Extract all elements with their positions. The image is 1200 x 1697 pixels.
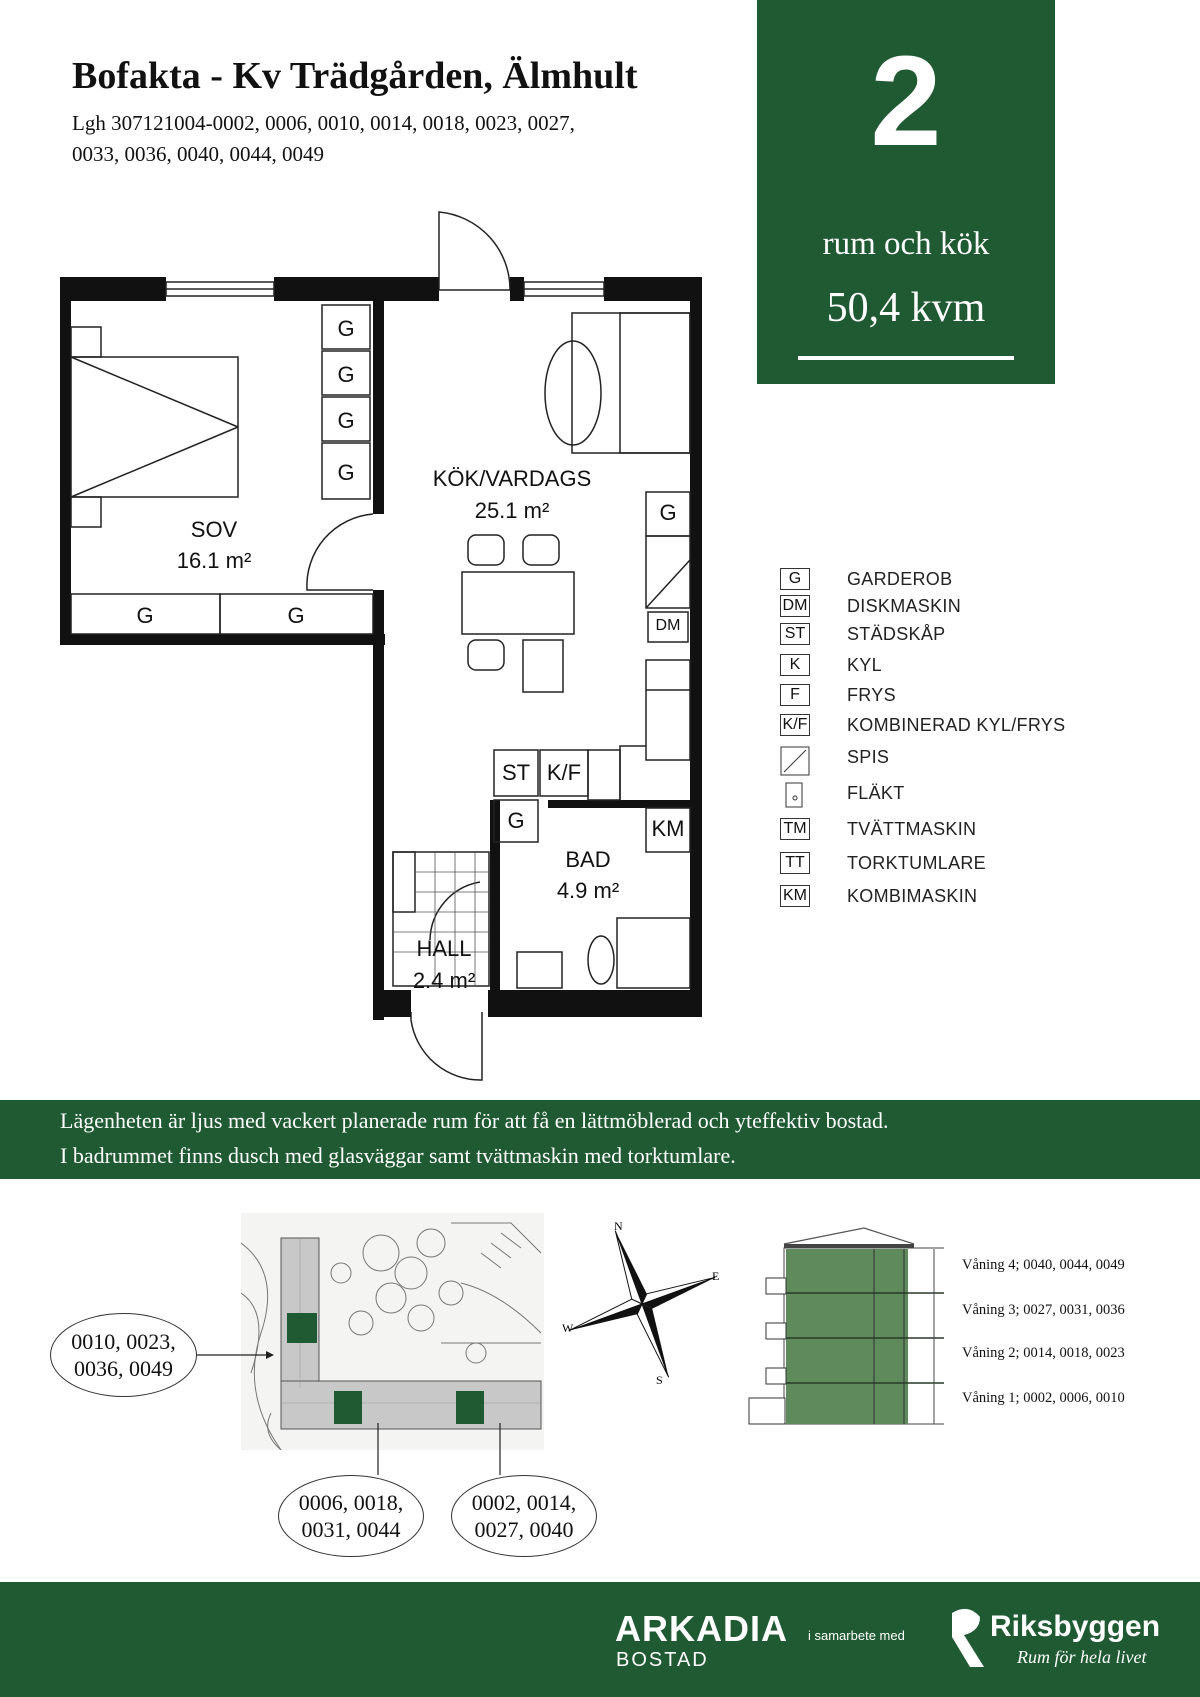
legend-text: KOMBIMASKIN bbox=[847, 886, 978, 906]
wardrobe-label: G bbox=[337, 362, 355, 387]
wardrobe-label: G bbox=[287, 603, 305, 628]
legend-text: KOMBINERAD KYL/FRYS bbox=[847, 715, 1066, 735]
legend-symbol: TT bbox=[780, 852, 810, 874]
legend-row bbox=[780, 684, 1110, 710]
floor-1-label: Våning 1; 0002, 0006, 0010 bbox=[962, 1390, 1125, 1406]
callout-line: 0010, 0023, bbox=[71, 1329, 176, 1354]
apartment-numbers-line-2: 0033, 0036, 0040, 0044, 0049 bbox=[72, 142, 324, 166]
kok-area: 25.1 m² bbox=[474, 498, 550, 523]
floor-plan bbox=[55, 210, 715, 1090]
compass-w: W bbox=[562, 1321, 574, 1335]
legend-text: KYL bbox=[847, 655, 882, 675]
arkadia-logo: ARKADIA bbox=[615, 1608, 788, 1649]
bad-label: BAD bbox=[565, 847, 611, 872]
legend-row bbox=[780, 595, 1110, 621]
riksbyggen-slogan: Rum för hela livet bbox=[1017, 1647, 1147, 1667]
legend-row bbox=[780, 623, 1110, 649]
fan-icon bbox=[780, 782, 808, 802]
legend-text: DISKMASKIN bbox=[847, 596, 962, 616]
kok-label: KÖK/VARDAGS bbox=[432, 466, 592, 491]
rooms-label: rum och kök bbox=[822, 226, 990, 262]
description-line-2: I badrummet finns dusch med glasväggar samt tvättmaskin med torktumlare. bbox=[60, 1143, 736, 1168]
callout-east bbox=[451, 1475, 597, 1557]
callout-line: 0002, 0014, bbox=[471, 1490, 577, 1515]
legend-row bbox=[780, 782, 1110, 808]
building-elevation bbox=[744, 1222, 944, 1428]
wardrobe-label: G bbox=[337, 316, 355, 341]
room-count-badge bbox=[757, 0, 1055, 384]
floor-2-label: Våning 2; 0014, 0018, 0023 bbox=[962, 1345, 1125, 1361]
legend-symbol: ST bbox=[780, 623, 810, 645]
callout-middle bbox=[278, 1475, 424, 1557]
callout-line: 0036, 0049 bbox=[74, 1356, 173, 1381]
room-count: 2 bbox=[870, 30, 942, 173]
legend-text: FLÄKT bbox=[847, 783, 905, 803]
hall-tile-grid bbox=[393, 852, 489, 986]
stove-icon bbox=[780, 746, 808, 766]
callout-line: 0027, 0040 bbox=[474, 1517, 574, 1542]
fridge-freezer-label: K/F bbox=[546, 760, 582, 785]
footer bbox=[0, 1582, 1200, 1697]
legend-symbol: DM bbox=[780, 595, 810, 617]
legend-row bbox=[780, 818, 1110, 844]
compass-s: S bbox=[656, 1373, 663, 1387]
callout-line: 0031, 0044 bbox=[301, 1517, 401, 1542]
legend-row bbox=[780, 568, 1110, 594]
riksbyggen-logo-icon bbox=[950, 1603, 986, 1673]
apartment-numbers bbox=[72, 108, 712, 170]
sov-label: SOV bbox=[190, 517, 238, 542]
badge-rule bbox=[798, 356, 1014, 360]
compass-n: N bbox=[614, 1219, 623, 1233]
legend-row bbox=[780, 714, 1110, 740]
dishwasher-label: DM bbox=[655, 617, 681, 634]
compass-e: E bbox=[712, 1269, 720, 1283]
description-band bbox=[0, 1100, 1200, 1179]
legend-row bbox=[780, 746, 1110, 772]
legend-text: SPIS bbox=[847, 747, 890, 767]
legend-symbol: G bbox=[780, 568, 810, 590]
cleaning-cabinet-label: ST bbox=[501, 760, 531, 785]
description-line-1: Lägenheten är ljus med vackert planerade rum för att få en lättmöblerad och yteffektiv bostad. bbox=[60, 1108, 889, 1133]
wardrobe-label: G bbox=[337, 408, 355, 433]
legend-row bbox=[780, 654, 1110, 680]
site-plan-drawing bbox=[241, 1213, 544, 1450]
legend-symbol: F bbox=[780, 684, 810, 706]
hall-area: 2.4 m² bbox=[412, 968, 476, 993]
apartment-numbers-line-1: Lgh 307121004-0002, 0006, 0010, 0014, 0018, 0023, 0027, bbox=[72, 111, 575, 135]
bad-area: 4.9 m² bbox=[556, 878, 620, 903]
legend-row bbox=[780, 852, 1110, 878]
wardrobe-label: G bbox=[659, 500, 677, 525]
callout-west-wing bbox=[50, 1313, 197, 1397]
wardrobe-label: G bbox=[136, 603, 154, 628]
floor-3-label: Våning 3; 0027, 0031, 0036 bbox=[962, 1302, 1125, 1318]
legend-text: TORKTUMLARE bbox=[847, 853, 986, 873]
combi-machine-label: KM bbox=[651, 816, 685, 841]
floor-4-label: Våning 4; 0040, 0044, 0049 bbox=[962, 1257, 1125, 1273]
legend-symbol: K bbox=[780, 654, 810, 676]
living-area: 50,4 kvm bbox=[826, 285, 986, 331]
riksbyggen-logo: Riksbyggen bbox=[990, 1610, 1161, 1643]
compass-rose-icon bbox=[562, 1212, 722, 1392]
legend-text: FRYS bbox=[847, 685, 896, 705]
walls bbox=[60, 277, 702, 1020]
legend-symbol: K/F bbox=[780, 714, 810, 736]
callout-line: 0006, 0018, bbox=[298, 1490, 404, 1515]
hall-label: HALL bbox=[416, 936, 472, 961]
legend-symbol: KM bbox=[780, 885, 810, 907]
legend-symbol: TM bbox=[780, 818, 810, 840]
legend-row bbox=[780, 885, 1110, 911]
site-plan bbox=[241, 1213, 544, 1450]
cooperation-label: i samarbete med bbox=[808, 1628, 905, 1643]
page-title: Bofakta - Kv Trädgården, Älmhult bbox=[72, 55, 638, 97]
legend-text: STÄDSKÅP bbox=[847, 624, 946, 644]
plan-labels bbox=[136, 316, 684, 993]
legend-text: GARDEROB bbox=[847, 569, 953, 589]
wardrobe-label: G bbox=[337, 460, 355, 485]
sov-area: 16.1 m² bbox=[176, 548, 252, 573]
legend-text: TVÄTTMASKIN bbox=[847, 819, 977, 839]
wardrobe-label: G bbox=[507, 808, 525, 833]
arkadia-bostad: BOSTAD bbox=[616, 1649, 709, 1671]
